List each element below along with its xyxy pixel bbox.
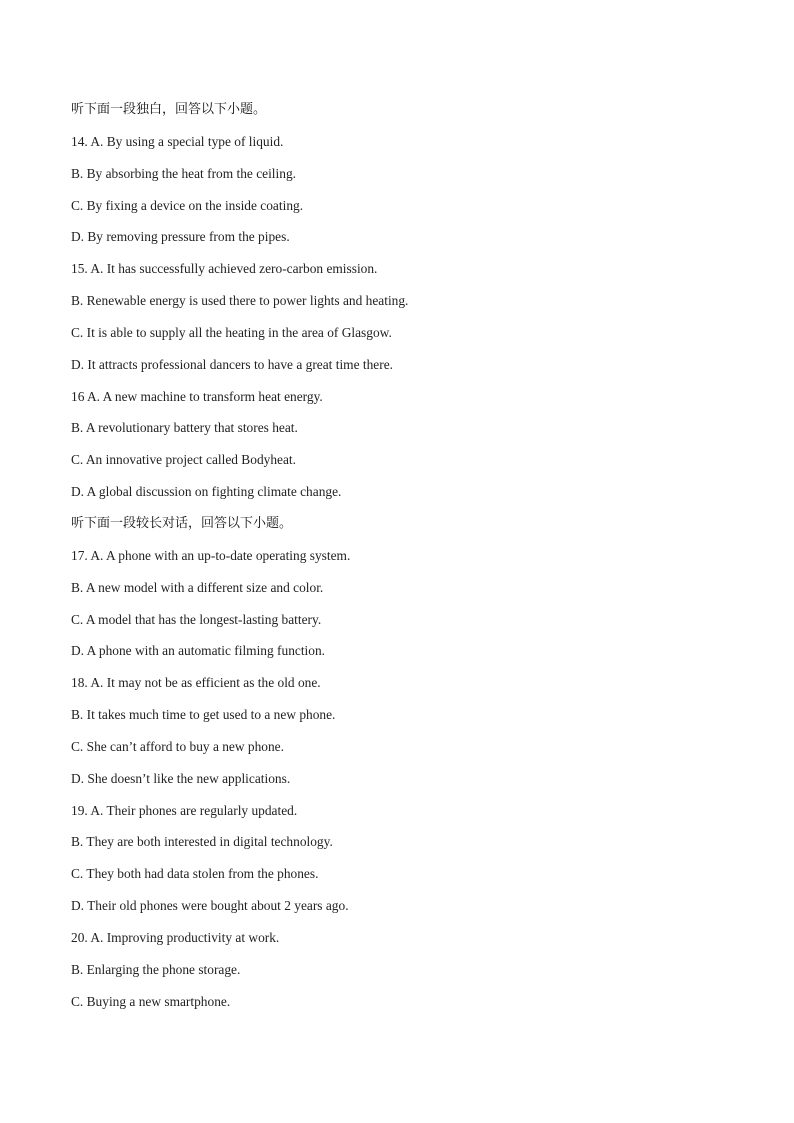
answer-option: D. A global discussion on fighting climate change. (71, 484, 342, 500)
section-heading: 听下面一段较长对话，回答以下小题。 (71, 515, 293, 531)
answer-option: 17. A. A phone with an up-to-date operating system. (71, 547, 351, 563)
answer-option: 20. A. Improving productivity at work. (71, 929, 280, 945)
answer-option: C. An innovative project called Bodyheat. (71, 452, 296, 468)
answer-option: D. It attracts professional dancers to have a great time there. (71, 356, 393, 372)
answer-option: C. She can’t afford to buy a new phone. (71, 738, 284, 754)
answer-option: 14. A. By using a special type of liquid. (71, 133, 284, 149)
question-list (71, 100, 731, 1023)
answer-option: B. By absorbing the heat from the ceiling. (71, 165, 296, 181)
answer-option: D. By removing pressure from the pipes. (71, 229, 290, 245)
answer-option: 19. A. Their phones are regularly updated. (71, 802, 298, 818)
answer-option: 16 A. A new machine to transform heat energy. (71, 388, 323, 404)
answer-option: B. They are both interested in digital technology. (71, 834, 333, 850)
answer-option: 15. A. It has successfully achieved zero-carbon emission. (71, 261, 378, 277)
answer-option: B. It takes much time to get used to a new phone. (71, 707, 336, 723)
answer-option: D. A phone with an automatic filming function. (71, 643, 326, 659)
section-heading: 听下面一段独白，回答以下小题。 (71, 102, 267, 117)
answer-option: C. By fixing a device on the inside coating. (71, 197, 304, 213)
answer-option: B. Renewable energy is used there to power lights and heating. (71, 293, 409, 309)
answer-option: B. A new model with a different size and color. (71, 579, 324, 595)
answer-option: 18. A. It may not be as efficient as the old one. (71, 675, 321, 691)
answer-option: C. Buying a new smartphone. (71, 993, 231, 1009)
answer-option: D. Their old phones were bought about 2 years ago. (71, 898, 349, 914)
answer-option: C. They both had data stolen from the phones. (71, 866, 319, 882)
answer-option: D. She doesn’t like the new applications. (71, 770, 291, 786)
answer-option: B. Enlarging the phone storage. (71, 961, 241, 977)
answer-option: B. A revolutionary battery that stores heat. (71, 420, 298, 436)
answer-option: C. It is able to supply all the heating in the area of Glasgow. (71, 324, 392, 340)
answer-option: C. A model that has the longest-lasting battery. (71, 611, 322, 627)
